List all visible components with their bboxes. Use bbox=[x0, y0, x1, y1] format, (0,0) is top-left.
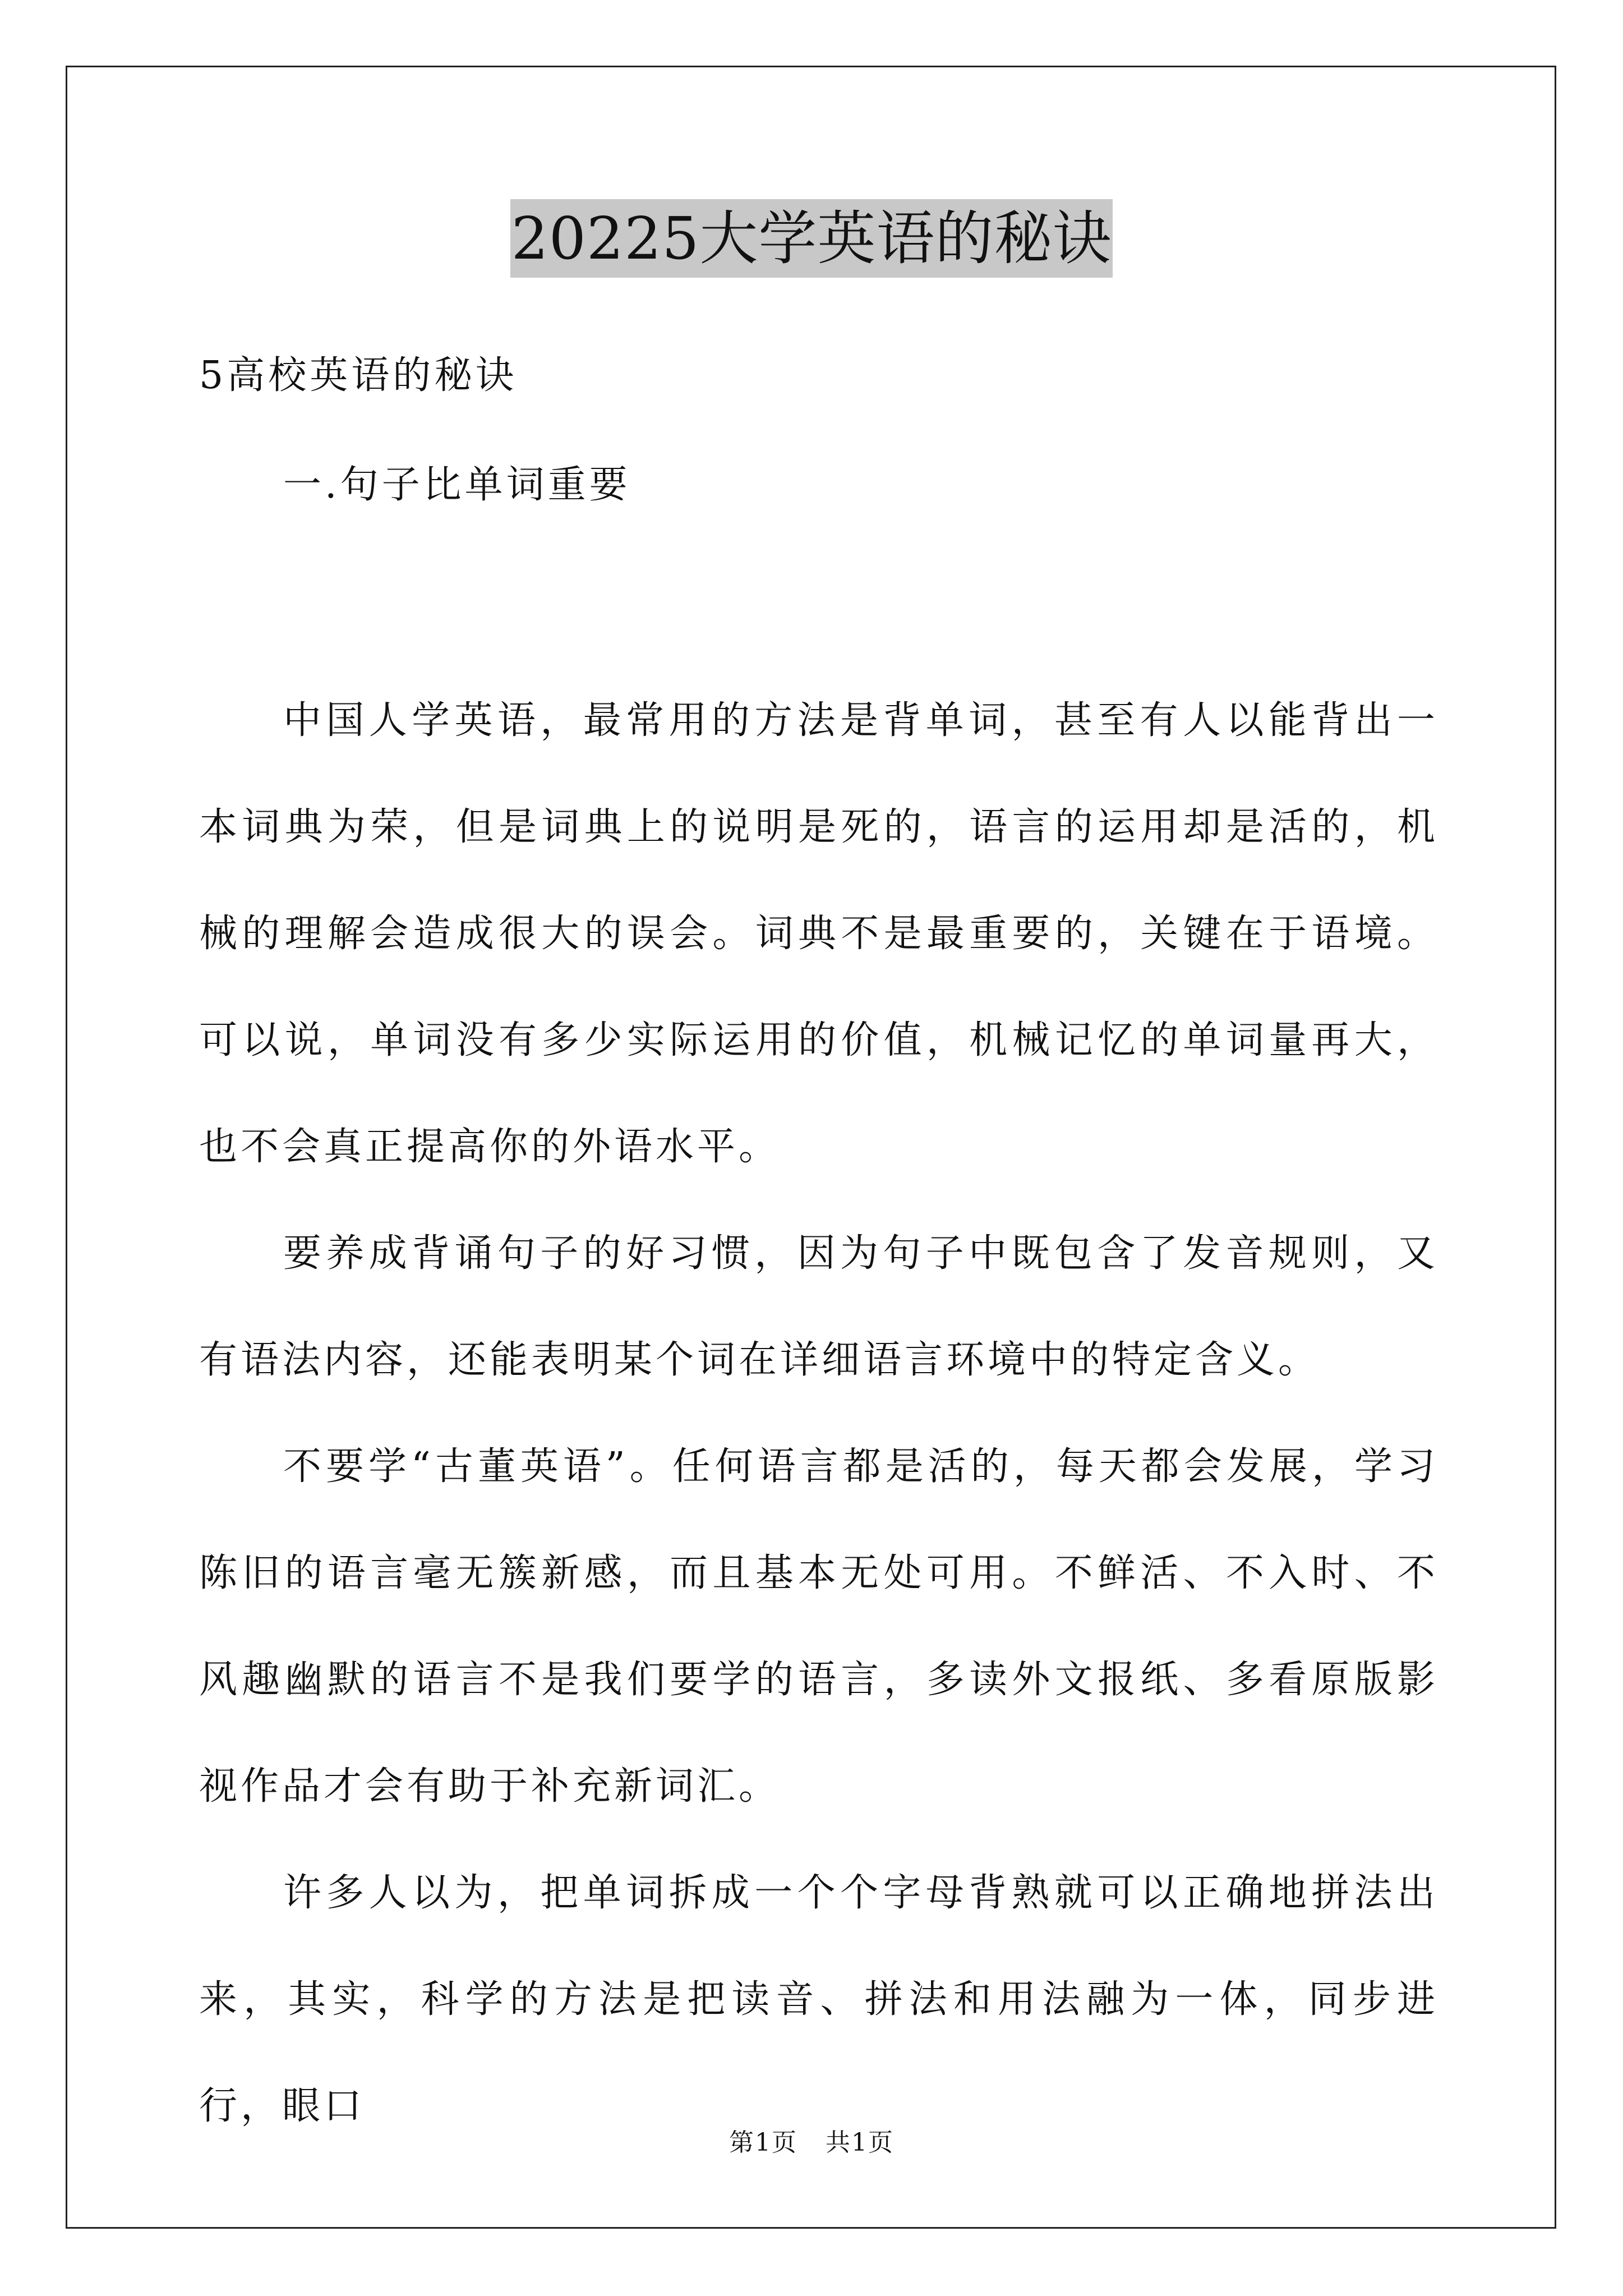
page-number: 第1页 bbox=[729, 2128, 797, 2157]
paragraph: 许多人以为，把单词拆成一个个字母背熟就可以正确地拼法出来，其实，科学的方法是把读音、拼法和用法融为一体，同步进行，眼口 bbox=[199, 1871, 1438, 2128]
document-body bbox=[199, 668, 1438, 2160]
paragraph: 中国人学英语，最常用的方法是背单词，甚至有人以能背出一本词典为荣，但是词典上的说明是死的，语言的运用却是活的，机械的理解会造成很大的误会。词典不是最重要的，关键在于语境。可以说，单词没有多少实际运用的价值，机械记忆的单词量再大，也不会真正提高你的外语水平。 bbox=[199, 698, 1438, 1169]
page-total: 共1页 bbox=[826, 2128, 894, 2157]
paragraph: 要养成背诵句子的好习惯，因为句子中既包含了发音规则，又有语法内容，还能表明某个词在详细语言环境中的特定含义。 bbox=[199, 1231, 1438, 1382]
page-footer bbox=[0, 2126, 1623, 2160]
paragraph: 不要学“古董英语”。任何语言都是活的，每天都会发展，学习陈旧的语言毫无簇新感，而且基本无处可用。不鲜活、不入时、不风趣幽默的语言不是我们要学的语言，多读外文报纸、多看原版影视作品才会有助于补充新词汇。 bbox=[199, 1444, 1438, 1809]
section-heading: 一.句子比单词重要 bbox=[283, 463, 631, 507]
title-container bbox=[0, 199, 1623, 278]
document-subtitle: 5高校英语的秘诀 bbox=[199, 353, 518, 398]
document-title: 20225大学英语的秘诀 bbox=[510, 199, 1113, 278]
